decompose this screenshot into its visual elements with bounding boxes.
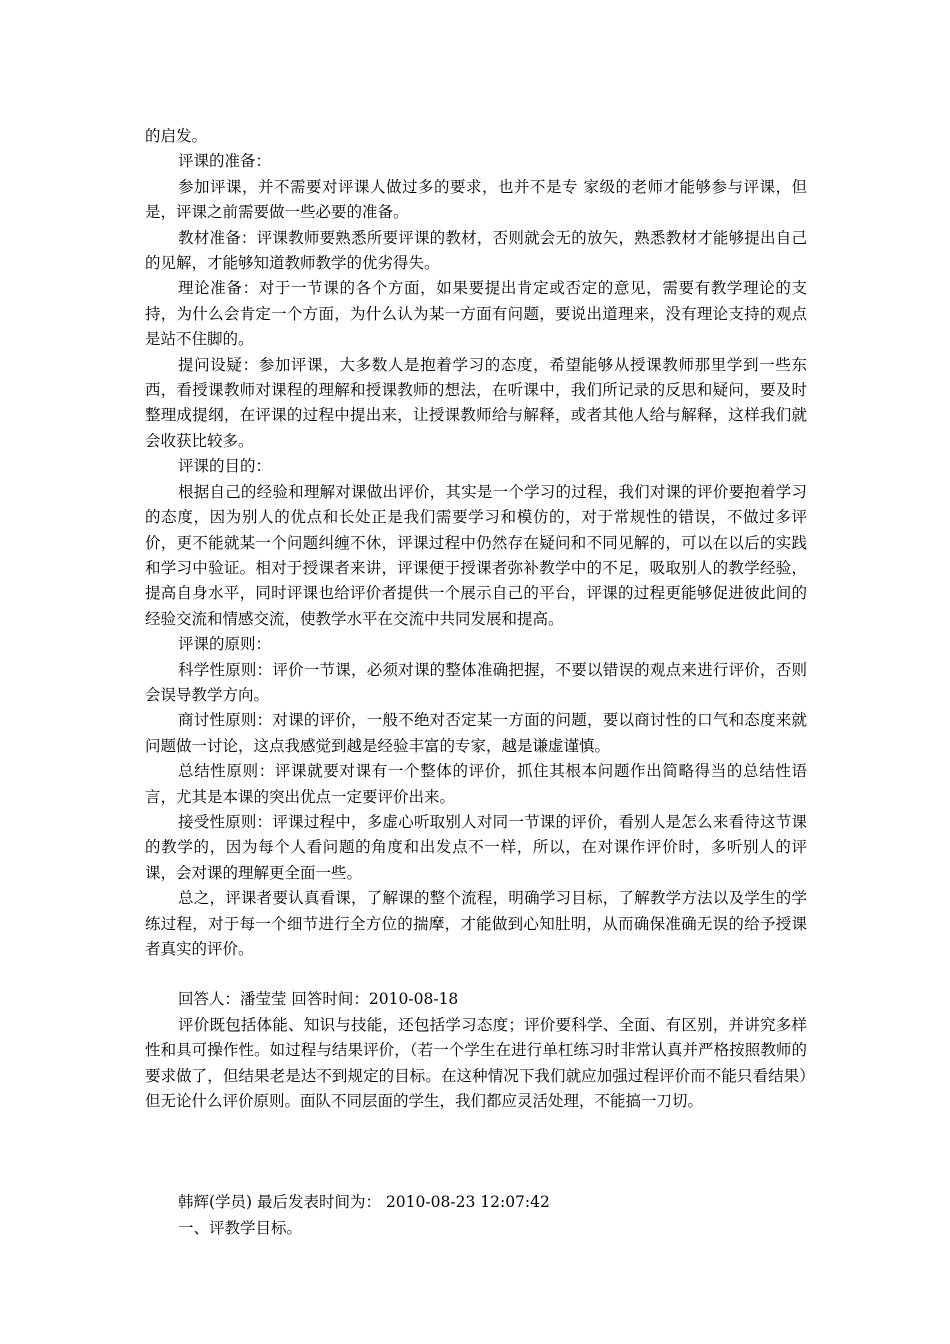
paragraph: 参加评课，并不需要对评课人做过多的要求，也并不是专 家级的老师才能够参与评课，但是，评课之前需要做一些必要的准备。 [145,177,807,222]
paragraph: 理论准备：对于一节课的各个方面，如果要提出肯定或否定的意见，需要有教学理论的支持，为什么会肯定一个方面，为什么认为某一方面有问题，要说出道理来，没有理论支持的观点是站不住脚的。 [145,279,807,349]
section-heading-principles: 评课的原则： [178,635,272,654]
paragraph: 的启发。 [145,127,208,145]
section-heading-preparation: 评课的准备： [178,152,272,171]
paragraph: 总之，评课者要认真看课，了解课的整个流程，明确学习目标，了解教学方法以及学生的学练过程，对于每一个细节进行全方位的揣摩，才能做到心知肚明，从而确保准确无误的给予授课者真实的评价。 [145,889,807,958]
paragraph: 总结性原则：评课就要对课有一个整体的评价，抓住其根本问题作出简略得当的总结性语言，尤其是本课的突出优点一定要评价出来。 [145,762,807,806]
paragraph: 商讨性原则：对课的评价，一般不绝对否定某一方面的问题，要以商讨性的口气和态度来就问题做一讨论，这点我感觉到越是经验丰富的专家，越是谦虚谨慎。 [145,711,807,755]
blank-line [145,962,807,987]
paragraph: 接受性原则：评课过程中，多虚心听取别人对同一节课的评价，看别人是怎么来看待这节课的教学的，因为每个人看问题的角度和出发点不一样，所以，在对课作评价时，多听别人的评课，会对课的理解更全面一些。 [145,812,807,882]
answer-text: 评价既包括体能、知识与技能，还包括学习态度；评价要科学、全面、有区别，并讲究多样性和具可操作性。如过程与结果评价，（若一个学生在进行单杠练习时非常认真并严格按照教师的要求做了，但结果老是达不到规定的目标。在这种情况下我们就应加强过程评价而不能只看结果）但无论什么评价原则。面队不同层面的学生，我们都应灵活处理，不能搞一刀切。 [145,1015,807,1111]
blank-lines [145,1114,807,1190]
document-body [145,124,807,1241]
paragraph: 教材准备：评课教师要熟悉所要评课的教材，否则就会无的放矢，熟悉教材才能够提出自己的见解，才能够知道教师教学的优劣得失。 [145,228,807,273]
paragraph: 根据自己的经验和理解对课做出评价，其实是一个学习的过程，我们对课的评价要抱着学习的态度，因为别人的优点和长处正是我们需要学习和模仿的，对于常规性的错误，不做过多评价，更不能就某一个问题纠缠不休，评课过程中仍然存在疑问和不同见解的，可以在以后的实践和学习中验证。相对于授课者来讲，评课便于授课者弥补教学中的不足，吸取别人的教学经验，提高自身水平，同时评课也给评价者提供一个展示自己的平台，评课的过程更能够促进彼此间的经验交流和情感交流，使教学水平在交流中共同发展和提高。 [145,482,807,628]
answer-byline: 回答人：潘莹莹 回答时间：2010-08-18 [178,990,459,1009]
post-heading: 一、评教学目标。 [178,1218,303,1237]
paragraph: 科学性原则：评价一节课，必须对课的整体准确把握，不要以错误的观点来进行评价，否则会误导教学方向。 [145,660,807,704]
post-byline: 韩辉(学员) 最后发表时间为： 2010-08-23 12:07:42 [178,1193,550,1212]
paragraph: 提问设疑：参加评课，大多数人是抱着学习的态度，希望能够从授课教师那里学到一些东西，看授课教师对课程的理解和授课教师的想法，在听课中，我们所记录的反思和疑问，要及时整理成提纲，在评课的过程中提出来，让授课教师给与解释，或者其他人给与解释，这样我们就会收获比较多。 [145,355,807,450]
section-heading-purpose: 评课的目的： [178,457,272,476]
